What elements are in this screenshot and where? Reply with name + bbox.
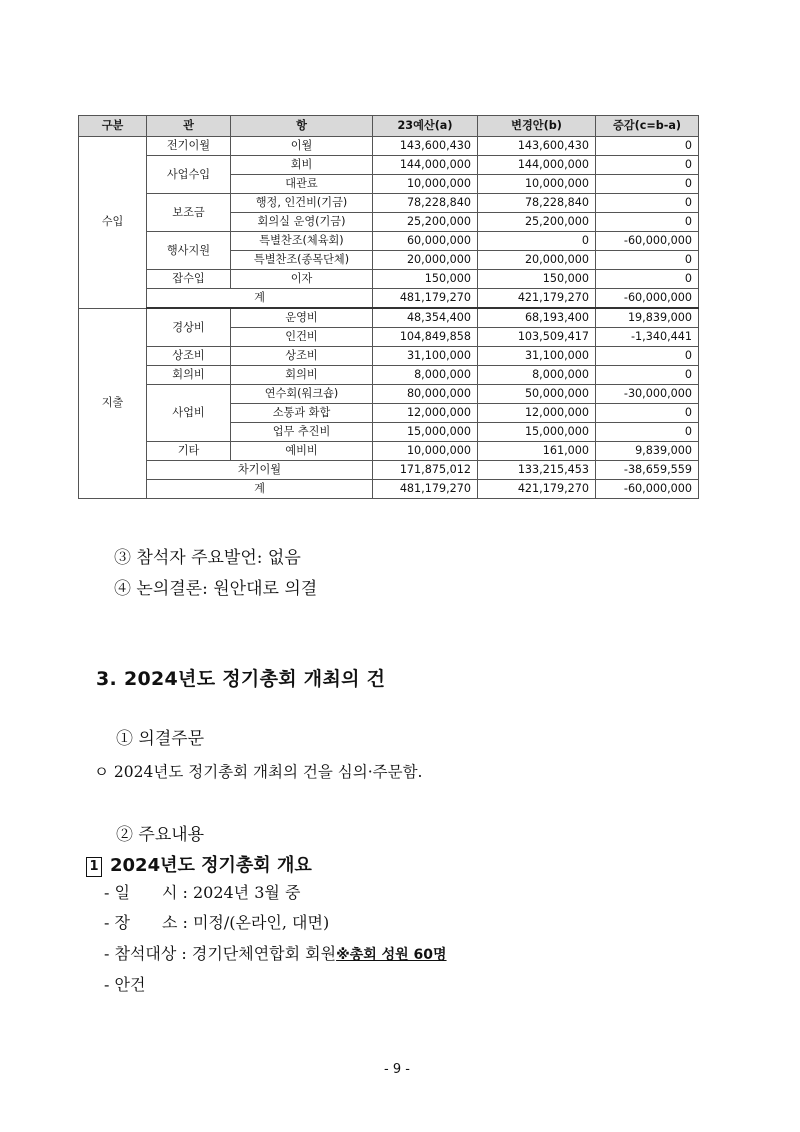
change-cell: -60,000,000	[596, 289, 699, 309]
table-row	[79, 137, 699, 156]
detail-place: - 장 소 : 미정/(온라인, 대면)	[104, 913, 330, 932]
hang-cell: 인건비	[231, 328, 373, 347]
detail-agenda: - 안건	[104, 975, 146, 994]
change-cell: 0	[596, 270, 699, 289]
revised-cell: 12,000,000	[478, 404, 596, 423]
gwan-cell: 회의비	[147, 366, 231, 385]
total-label: 계	[147, 480, 373, 499]
change-cell: 0	[596, 347, 699, 366]
revised-cell: 143,600,430	[478, 137, 596, 156]
table-row	[79, 194, 699, 213]
revised-cell: 50,000,000	[478, 385, 596, 404]
overview-heading	[86, 851, 312, 877]
revised-cell: 103,509,417	[478, 328, 596, 347]
gwan-cell: 전기이월	[147, 137, 231, 156]
change-cell: 19,839,000	[596, 308, 699, 328]
table-row	[79, 442, 699, 461]
table-row	[79, 308, 699, 328]
change-cell: 0	[596, 213, 699, 232]
hang-cell: 회의비	[231, 366, 373, 385]
budget-cell: 171,875,012	[373, 461, 478, 480]
table-row	[79, 347, 699, 366]
hang-cell: 대관료	[231, 175, 373, 194]
change-cell: 9,839,000	[596, 442, 699, 461]
change-cell: -60,000,000	[596, 232, 699, 251]
revised-cell: 144,000,000	[478, 156, 596, 175]
budget-cell: 31,100,000	[373, 347, 478, 366]
budget-cell: 80,000,000	[373, 385, 478, 404]
budget-cell: 10,000,000	[373, 442, 478, 461]
item-4-conclusion: ④ 논의결론: 원안대로 의결	[114, 579, 318, 599]
change-cell: -38,659,559	[596, 461, 699, 480]
budget-cell: 78,228,840	[373, 194, 478, 213]
sub-heading-resolution: ① 의결주문	[116, 729, 205, 749]
gwan-cell: 행사지원	[147, 232, 231, 270]
table-header-row	[79, 116, 699, 137]
header-hang: 항	[231, 116, 373, 137]
budget-cell: 8,000,000	[373, 366, 478, 385]
budget-cell: 15,000,000	[373, 423, 478, 442]
table-row	[79, 385, 699, 404]
income-total-row	[79, 289, 699, 309]
revised-cell: 421,179,270	[478, 289, 596, 309]
hang-cell: 운영비	[231, 308, 373, 328]
hang-cell: 업무 추진비	[231, 423, 373, 442]
change-cell: 0	[596, 366, 699, 385]
gwan-cell: 경상비	[147, 308, 231, 347]
hang-cell: 소통과 화합	[231, 404, 373, 423]
revised-cell: 78,228,840	[478, 194, 596, 213]
hang-cell: 특별찬조(체육회)	[231, 232, 373, 251]
detail-date: - 일 시 : 2024년 3월 중	[104, 883, 301, 902]
header-gwan: 관	[147, 116, 231, 137]
hang-cell: 행정, 인건비(기금)	[231, 194, 373, 213]
revised-cell: 10,000,000	[478, 175, 596, 194]
revised-cell: 161,000	[478, 442, 596, 461]
hang-cell: 이월	[231, 137, 373, 156]
table-row	[79, 366, 699, 385]
budget-cell: 20,000,000	[373, 251, 478, 270]
quorum-note: ※총회 성원 60명	[336, 947, 447, 963]
expense-total-row	[79, 480, 699, 499]
budget-cell: 144,000,000	[373, 156, 478, 175]
hang-cell: 회의실 운영(기금)	[231, 213, 373, 232]
hang-cell: 이자	[231, 270, 373, 289]
overview-title: 2024년도 정기총회 개요	[110, 855, 312, 876]
budget-cell: 104,849,858	[373, 328, 478, 347]
header-revised: 변경안(b)	[478, 116, 596, 137]
attendees-text: - 참석대상 : 경기단체연합회 회원	[104, 944, 337, 963]
budget-cell: 150,000	[373, 270, 478, 289]
page-number: - 9 -	[384, 1062, 410, 1077]
hang-cell: 상조비	[231, 347, 373, 366]
change-cell: 0	[596, 251, 699, 270]
revised-cell: 20,000,000	[478, 251, 596, 270]
revised-cell: 0	[478, 232, 596, 251]
gwan-cell: 잡수입	[147, 270, 231, 289]
gwan-cell: 상조비	[147, 347, 231, 366]
revised-cell: 150,000	[478, 270, 596, 289]
carry-label: 차기이월	[147, 461, 373, 480]
total-label: 계	[147, 289, 373, 309]
change-cell: 0	[596, 175, 699, 194]
change-cell: -1,340,441	[596, 328, 699, 347]
revised-cell: 8,000,000	[478, 366, 596, 385]
change-cell: 0	[596, 404, 699, 423]
hang-cell: 예비비	[231, 442, 373, 461]
budget-cell: 48,354,400	[373, 308, 478, 328]
section-3-title: 3. 2024년도 정기총회 개최의 건	[96, 668, 386, 690]
budget-cell: 12,000,000	[373, 404, 478, 423]
header-category: 구분	[79, 116, 147, 137]
item-3-remarks: ③ 참석자 주요발언: 없음	[114, 548, 301, 568]
revised-cell: 421,179,270	[478, 480, 596, 499]
detail-attendees	[104, 941, 447, 964]
table-row	[79, 232, 699, 251]
gwan-cell: 사업수입	[147, 156, 231, 194]
table-row	[79, 270, 699, 289]
hang-cell: 특별찬조(종목단체)	[231, 251, 373, 270]
budget-cell: 481,179,270	[373, 289, 478, 309]
change-cell: 0	[596, 194, 699, 213]
budget-cell: 25,200,000	[373, 213, 478, 232]
hang-cell: 연수회(워크숍)	[231, 385, 373, 404]
budget-cell: 60,000,000	[373, 232, 478, 251]
revised-cell: 31,100,000	[478, 347, 596, 366]
gwan-cell: 기타	[147, 442, 231, 461]
gwan-cell: 보조금	[147, 194, 231, 232]
change-cell: 0	[596, 423, 699, 442]
gwan-cell: 사업비	[147, 385, 231, 442]
revised-cell: 15,000,000	[478, 423, 596, 442]
sub-heading-contents: ② 주요내용	[116, 825, 205, 845]
revised-cell: 133,215,453	[478, 461, 596, 480]
revised-cell: 25,200,000	[478, 213, 596, 232]
income-label: 수입	[79, 137, 147, 309]
table-row	[79, 156, 699, 175]
change-cell: -30,000,000	[596, 385, 699, 404]
budget-cell: 481,179,270	[373, 480, 478, 499]
change-cell: -60,000,000	[596, 480, 699, 499]
resolution-bullet: ㅇ 2024년도 정기총회 개최의 건을 심의·주문함.	[94, 763, 423, 781]
header-budget-23: 23예산(a)	[373, 116, 478, 137]
change-cell: 0	[596, 156, 699, 175]
revised-cell: 68,193,400	[478, 308, 596, 328]
change-cell: 0	[596, 137, 699, 156]
budget-cell: 10,000,000	[373, 175, 478, 194]
budget-table	[78, 115, 699, 499]
expense-label: 지출	[79, 308, 147, 499]
box-number: 1	[86, 857, 102, 877]
budget-cell: 143,600,430	[373, 137, 478, 156]
hang-cell: 회비	[231, 156, 373, 175]
header-change: 증감(c=b-a)	[596, 116, 699, 137]
carry-over-row	[79, 461, 699, 480]
